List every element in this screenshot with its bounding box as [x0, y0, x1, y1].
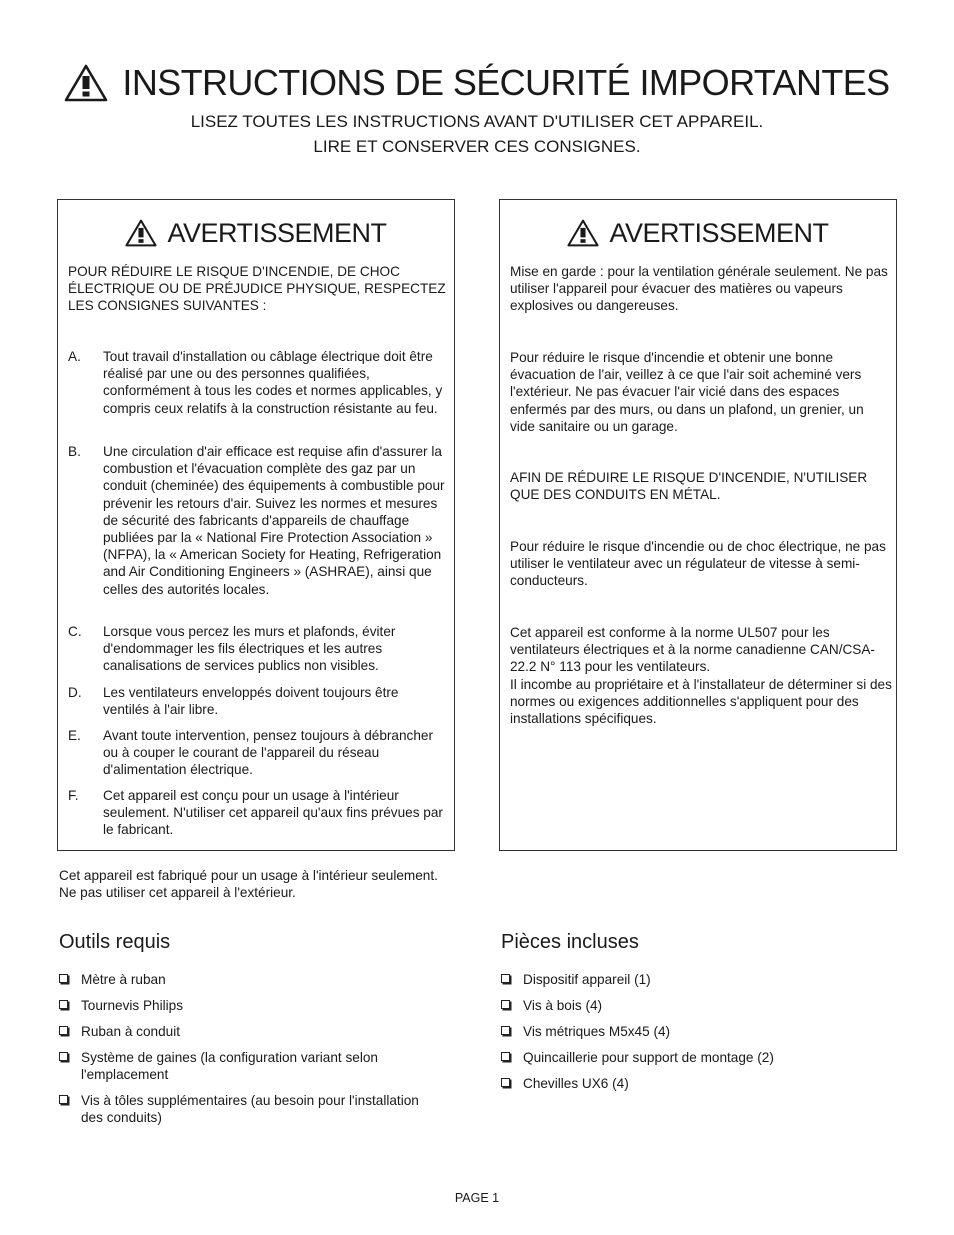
item-letter: D.	[68, 685, 82, 700]
warning-intro: POUR RÉDUIRE LE RISQUE D'INCENDIE, DE CHOC ÉLECTRIQUE OU DE PRÉJUDICE PHYSIQUE, RESPECTEZ LES CONSIGNES SUIVANTES :	[68, 264, 446, 314]
checkbox-icon[interactable]	[501, 1052, 510, 1061]
checkbox-icon[interactable]	[59, 1052, 68, 1061]
checkbox-icon[interactable]	[59, 1000, 68, 1009]
warning-paragraph-metal-ducts: AFIN DE RÉDUIRE LE RISQUE D'INCENDIE, N'UTILISER QUE DES CONDUITS EN MÉTAL.	[510, 470, 868, 503]
subtitle-read-instructions: LISEZ TOUTES LES INSTRUCTIONS AVANT D'UTILISER CET APPAREIL.	[190, 112, 764, 131]
parts-section-title: Pièces incluses	[501, 931, 639, 953]
checkbox-icon[interactable]	[501, 1078, 510, 1087]
part-item-label: Chevilles UX6 (4)	[523, 1076, 629, 1091]
part-item-label: Vis à bois (4)	[523, 998, 603, 1013]
warning-box-left	[57, 199, 455, 851]
checkbox-icon[interactable]	[59, 1095, 68, 1104]
warning-triangle-icon	[567, 219, 599, 247]
warning-paragraph-speed-control: Pour réduire le risque d'incendie ou de choc électrique, ne pas utiliser le ventilateur avec un régulateur de vitesse à semi-conducteurs.	[510, 539, 886, 589]
warning-paragraph-general-ventilation: Mise en garde : pour la ventilation générale seulement. Ne pas utiliser l'appareil pour évacuer des matières ou vapeurs explosives ou dangereuses.	[510, 264, 888, 314]
item-letter: E.	[68, 728, 81, 743]
checkbox-icon[interactable]	[501, 1026, 510, 1035]
warning-box-heading	[58, 216, 454, 250]
item-letter: B.	[68, 444, 81, 459]
warning-paragraph-standards: Cet appareil est conforme à la norme UL507 pour les ventilateurs électriques et à la norme canadienne CAN/CSA-22.2 N° 113 pour les ventilateurs.	[510, 625, 875, 675]
indoor-use-note: Cet appareil est fabriqué pour un usage à l'intérieur seulement. Ne pas utiliser cet appareil à l'extérieur.	[59, 868, 438, 901]
warning-triangle-icon	[64, 64, 108, 102]
warning-box-heading	[500, 216, 896, 250]
checkbox-icon[interactable]	[501, 974, 510, 983]
item-letter: A.	[68, 349, 81, 364]
warning-heading-text: AVERTISSEMENT	[609, 217, 829, 248]
item-text: Tout travail d'installation ou câblage électrique doit être réalisé par une ou des personnes qualifiées, conformément à tous les codes et normes applicables, y compris ceux relatifs à la construction résistante au feu.	[103, 349, 443, 416]
tools-section-title: Outils requis	[59, 931, 171, 953]
checkbox-icon[interactable]	[59, 974, 68, 983]
part-item-label: Dispositif appareil (1)	[523, 972, 651, 987]
item-text: Cet appareil est conçu pour un usage à l'intérieur seulement. N'utiliser cet appareil qu'aux fins prévues par le fabricant.	[103, 788, 443, 838]
page-title: INSTRUCTIONS DE SÉCURITÉ IMPORTANTES	[122, 62, 890, 103]
part-item-label: Vis métriques M5x45 (4)	[523, 1024, 671, 1039]
warning-paragraph-owner-responsibility: Il incombe au propriétaire et à l'installateur de déterminer si des normes ou exigences additionnelles s'appliquent pour des installations spécifiques.	[510, 677, 892, 727]
warning-box-right	[499, 199, 897, 851]
page-number: PAGE 1	[454, 1191, 500, 1205]
tool-item-label: Ruban à conduit	[81, 1024, 181, 1039]
page-title-row	[0, 62, 954, 104]
warning-paragraph-exhaust-outside: Pour réduire le risque d'incendie et obtenir une bonne évacuation de l'air, veillez à ce que l'air soit acheminé vers l'extérieur. Ne pas évacuer l'air vicié dans des espaces enfermés par des murs, ou dans un plafond, un grenier, un vide sanitaire ou un garage.	[510, 350, 864, 434]
tool-item-label: Tournevis Philips	[81, 998, 183, 1013]
item-letter: C.	[68, 624, 82, 639]
item-text: Lorsque vous percez les murs et plafonds, éviter d'endommager les fils électriques et les autres canalisations de services publics non visibles.	[103, 624, 396, 674]
tool-item-label: Vis à tôles supplémentaires (au besoin pour l'installation des conduits)	[81, 1093, 419, 1126]
item-text: Avant toute intervention, pensez toujours à débrancher ou à couper le courant de l'appareil du réseau d'alimentation électrique.	[103, 728, 433, 778]
warning-triangle-icon	[125, 219, 157, 247]
item-text: Une circulation d'air efficace est requise afin d'assurer la combustion et l'évacuation complète des gaz par un conduit (cheminée) des équipements à combustible pour prévenir les retours d'air. Suivez les normes et mesures de sécurité des fabricants d'appareils de chauffage publiées par la « National Fire Protection Association » (NFPA), la « American Society for Heating, Refrigeration and Air Conditioning Engineers » (ASHRAE), ainsi que celles des autorités locales.	[103, 444, 445, 597]
item-letter: F.	[68, 788, 79, 803]
warning-heading-text: AVERTISSEMENT	[167, 217, 387, 248]
subtitle-keep-instructions: LIRE ET CONSERVER CES CONSIGNES.	[313, 137, 641, 156]
tool-item-label: Système de gaines (la configuration variant selon l'emplacement	[81, 1050, 378, 1083]
item-text: Les ventilateurs enveloppés doivent toujours être ventilés à l'air libre.	[103, 685, 399, 718]
part-item-label: Quincaillerie pour support de montage (2)	[523, 1050, 774, 1065]
checkbox-icon[interactable]	[501, 1000, 510, 1009]
tool-item-label: Mètre à ruban	[81, 972, 166, 987]
checkbox-icon[interactable]	[59, 1026, 68, 1035]
